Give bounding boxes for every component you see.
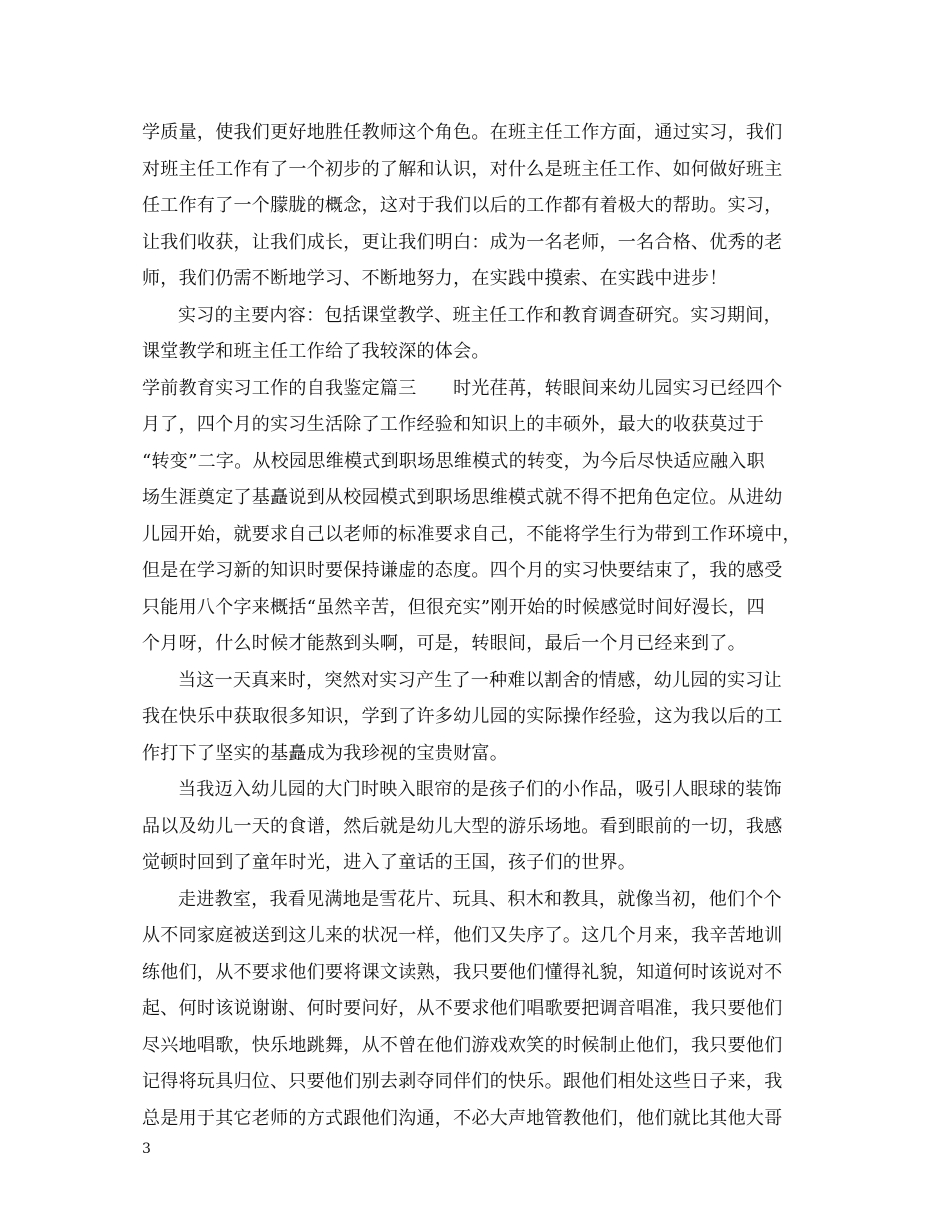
text-line: 当这一天真来时，突然对实习产生了一种难以割舍的情感，幼儿园的实习让 bbox=[178, 669, 782, 691]
text-line: 走进教室，我看见满地是雪花片、玩具、积木和教具，就像当初，他们个个 bbox=[178, 888, 782, 910]
text-line: 师，我们仍需不断地学习、不断地努力，在实践中摸索、在实践中进步！ bbox=[142, 268, 728, 289]
text-line: 我在快乐中获取很多知识，学到了许多幼儿园的实际操作经验，这为我以后的工 bbox=[142, 706, 783, 727]
text-line: 尽兴地唱歌，快乐地跳舞，从不曾在他们游戏欢笑的时候制止他们，我只要他们 bbox=[142, 1034, 783, 1056]
text-line: 儿园开始，就要求自己以老师的标准要求自己，不能将学生行为带到工作环境中， bbox=[142, 523, 801, 545]
text-line: “转变”二字。从校园思维模式到职场思维模式的转变，为今后尽快适应融入职 bbox=[142, 450, 765, 472]
text-line: 品以及幼儿一天的食谱，然后就是幼儿大型的游乐场地。看到眼前的一切，我感 bbox=[142, 815, 783, 837]
text-line: 月了，四个月的实习生活除了工作经验和知识上的丰硕外，最大的收获莫过于 bbox=[142, 414, 765, 435]
text-line: 课堂教学和班主任工作给了我较深的体会。 bbox=[142, 341, 490, 362]
text-line: 练他们，从不要求他们要将课文读熟，我只要他们懂得礼貌，知道何时该说对不 bbox=[142, 961, 783, 983]
text-line: 当我迈入幼儿园的大门时映入眼帘的是孩子们的小作品，吸引人眼球的装饰 bbox=[178, 779, 782, 800]
text-line: 记得将玩具归位、只要他们别去剥夺同伴们的快乐。跟他们相处这些日子来，我 bbox=[142, 1071, 783, 1092]
text-line: 任工作有了一个朦胧的概念，这对于我们以后的工作都有着极大的帮助。实习， bbox=[142, 195, 783, 216]
text-line: 对班主任工作有了一个初步的了解和认识，对什么是班主任工作、如何做好班主 bbox=[142, 158, 783, 180]
text-line: 只能用八个字来概括“虽然辛苦，但很充实”刚开始的时候感觉时间好漫长，四 bbox=[142, 596, 765, 618]
text-line: 场生涯奠定了基矗说到从校园模式到职场思维模式就不得不把角色定位。从进幼 bbox=[142, 487, 783, 508]
text-line: 作打下了坚实的基矗成为我珍视的宝贵财富。 bbox=[142, 742, 508, 764]
text-line: 觉顿时回到了童年时光，进入了童话的王国，孩子们的世界。 bbox=[142, 852, 637, 873]
text-line: 总是用于其它老师的方式跟他们沟通，不必大声地管教他们，他们就比其他大哥 bbox=[142, 1107, 783, 1129]
body-text bbox=[142, 115, 812, 1137]
text-line: 但是在学习新的知识时要保持谦虚的态度。四个月的实习快要结束了，我的感受 bbox=[142, 560, 783, 581]
text-line: 起、何时该说谢谢、何时要问好，从不要求他们唱歌要把调音唱准，我只要他们 bbox=[142, 998, 783, 1019]
text-line: 个月呀，什么时候才能熬到头啊，可是，转眼间，最后一个月已经来到了。 bbox=[142, 633, 746, 654]
text-line: 学前教育实习工作的自我鉴定篇三 时光荏苒，转眼间来幼儿园实习已经四个 bbox=[142, 377, 783, 399]
text-line: 实习的主要内容：包括课堂教学、班主任工作和教育调查研究。实习期间， bbox=[178, 304, 782, 326]
page-number: 3 bbox=[142, 1141, 151, 1157]
text-line: 让我们收获，让我们成长，更让我们明白：成为一名老师，一名合格、优秀的老 bbox=[142, 231, 783, 253]
text-line: 从不同家庭被送到这儿来的状况一样，他们又失序了。这几个月来，我辛苦地训 bbox=[142, 925, 783, 946]
text-line: 学质量，使我们更好地胜任教师这个角色。在班主任工作方面，通过实习，我们 bbox=[142, 122, 783, 143]
